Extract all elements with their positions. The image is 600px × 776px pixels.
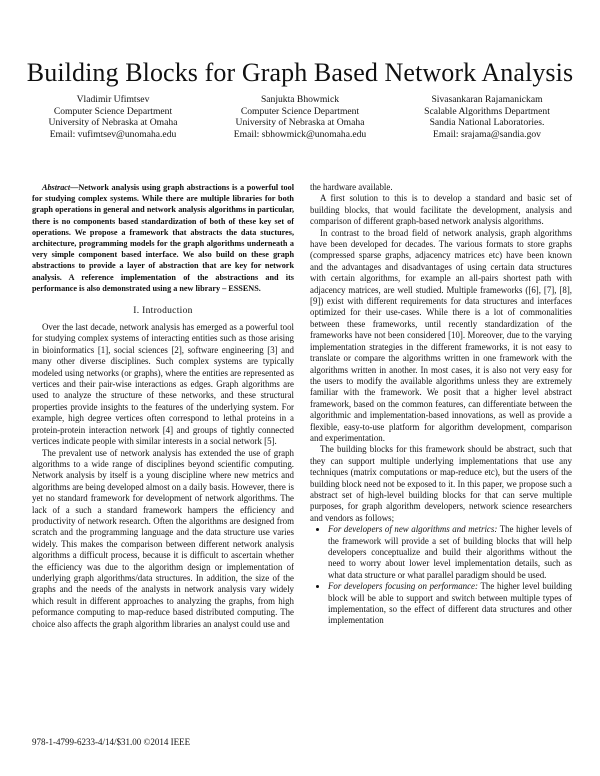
author-name: Sanjukta Bhowmick <box>260 94 340 105</box>
right-paragraph-3: The building blocks for this framework should be abstract, such that they can support multiple underlying implementations that use any techniques (matrix computations or map-reduce etc), but the users of the building block need not be exposed to it. In this paper, we propose such a abstract set of high-level building blocks for that can serve multiple purposes, for graph algorithm developers, network science researchers and vendors as follows; <box>310 444 572 523</box>
author-3 <box>394 94 580 140</box>
continuation-line: the hardware available. <box>310 182 393 192</box>
bullet-developers-algorithms <box>328 524 572 581</box>
author-name: Sivasankaran Rajamanickam <box>431 94 543 105</box>
intro-paragraph-2: The prevalent use of network analysis has extended the use of graph algorithms to a wide range of disciplines beyond scientific computing. Network analysis by itself is a young discipline where new metrics and algorithms are being developed almost on a daily basis. However, there is yet no standard framework for development of network algorithms. The lack of a such a standard framework hampers the efficiency and productivity of network research. Often the algorithms are designed from scratch and the programming language and the data structure use varies widely. This makes the comparison between different network analysis algorithms a difficult process, because it is difficult to ascertain whether the efficiency was due to the algorithm design or implementation of underlying graph algorithms/data structures. In addition, the size of the graphs and the needs of the analysts in network analysis vary widely which result in different approaches to analyzing the graphs, from high peformance computing to map-reduce based distributed computing. The choice also affects the graph algorithm libraries an analyst could use and <box>32 447 294 629</box>
abstract-text: —Network analysis using graph abstractions is a powerful tool for studying complex systems. While there are multiple libraries for both graph operations in general and network analysis algorithms in particular, there is no components based standardization of both of these key set of operations. We propose a framework that abstracts the data stuctures, architecture, programming models for the graph algorithms underneath a very simple component based interface. We also build on these graph abstractions to provide a layer of abstraction that are key for network analysis. A reference implementation of the abstractions and its performance is also demonstrated using a new library – ESSENS. <box>32 183 294 293</box>
author-dept: Computer Science Department <box>53 105 173 117</box>
right-paragraph-2: In contrast to the broad field of network analysis, graph algorithms have been developed for decades. The various formats to store graphs (compressed sparse graphs, adjacency matrices etc) have been known and the advantages and disadvantages of using certain data structures with certain algorithms, for example an all-pairs shortest path with adjacency matrices, are well studied. Multiple frameworks ([6], [7], [8], [9]) exist with different requirements for data structures and interfaces optimized for their use-cases. While there is a lot of commonalities between these frameworks, until recently standardization of the frameworks have not been considered [10]. Moreover, due to the varying implementation strategies in the different frameworks, it is not easy to translate or compare the algorithms written in one framework with the algorithms written in another. In most cases, it is also not very easy for the users to modify the available algorithms unless they are extremely familiar with the framework. We posit that a higher level abstract framework, based on the common features, can differentiate between the algorithmic and implementation-based innovations, as well as provide a flexible, easy-to-use platform for algorithm development, comparison and experimentation. <box>310 227 572 443</box>
author-1 <box>20 94 206 140</box>
paper-title: Building Blocks for Graph Based Network Analysis <box>26 58 574 87</box>
bullet-text: The higher level building block will be able to support and switch between multiple types of implementation, so the effect of different data structures and other implementation <box>328 581 572 626</box>
author-name: Vladimir Ufimtsev <box>76 94 150 105</box>
section-heading-introduction: I. Introduction <box>133 306 193 317</box>
author-block <box>20 94 580 140</box>
author-email: Email: vufimtsev@unomaha.edu <box>49 128 177 140</box>
author-dept: Computer Science Department <box>240 105 360 117</box>
intro-paragraph-1: Over the last decade, network analysis has emerged as a powerful tool for studying complex systems of interacting entities such as those arising in bioinformatics [1], social sciences [2], software engineering [3] and many other diverse disciplines. Such complex systems are typically modeled using networks (or graphs), where the entities are represented as vertices and their pair-wise interactions as edges. Graph algorithms are used to analyze the structure of these networks, and these structural properties provide insights to the features of the underlying system. For example, high degree vertices often correspond to lethal proteins in a protein-protein interaction network [4] and groups of tightly connected vertices indicate people with similar interests in a social network [5]. <box>32 322 294 447</box>
copyright-footer: 978-1-4799-6233-4/14/$31.00 ©2014 IEEE <box>32 737 191 747</box>
two-column-body <box>32 182 572 630</box>
bullet-lead: For developers focusing on performance: <box>328 581 478 592</box>
right-column <box>310 182 572 630</box>
author-org: University of Nebraska at Omaha <box>235 117 365 129</box>
right-paragraph-1: A first solution to this is to develop a standard and basic set of building blocks, that would facilitate the development, analysis and comparison of different graph-based network analysis algorithms. <box>310 193 572 227</box>
left-column <box>32 182 294 630</box>
abstract-label: Abstract <box>42 183 71 192</box>
author-2 <box>207 94 393 140</box>
author-org: Sandia National Laboratories. <box>429 117 545 129</box>
abstract <box>32 182 294 294</box>
author-org: University of Nebraska at Omaha <box>48 117 178 129</box>
bullet-lead: For developers of new algorithms and metrics: <box>328 524 498 535</box>
author-email: Email: sbhowmick@unomaha.edu <box>233 128 367 140</box>
audience-bullet-list <box>310 524 572 627</box>
author-email: Email: srajama@sandia.gov <box>433 128 541 140</box>
author-dept: Scalable Algorithms Department <box>424 105 550 117</box>
bullet-text: The higher levels of the framework will provide a set of building blocks that will help developers conceptualize and build their algorithms without the need to worry about lower level implementation details, such as what data structure or what parallel paradigm should be used. <box>328 524 572 580</box>
bullet-developers-performance <box>328 581 572 627</box>
